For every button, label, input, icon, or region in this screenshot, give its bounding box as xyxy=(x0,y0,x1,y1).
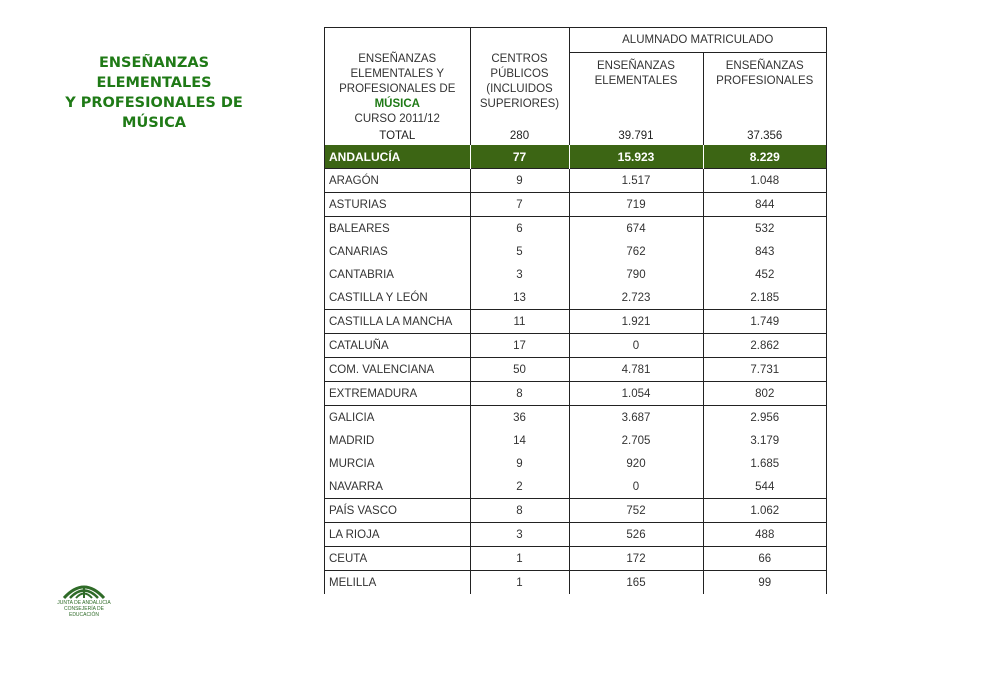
title-line-2: Y PROFESIONALES DE xyxy=(65,95,243,111)
table-row xyxy=(325,452,826,475)
table-row xyxy=(325,499,826,523)
cell-elementales: 0 xyxy=(569,334,703,358)
table-row xyxy=(325,286,826,310)
cell-region: MELILLA xyxy=(325,571,470,595)
cell-centros: 13 xyxy=(470,286,569,310)
page-title xyxy=(40,53,268,133)
highlight-row xyxy=(325,145,826,169)
cell-centros: 9 xyxy=(470,169,569,193)
cell-profesionales: 544 xyxy=(755,480,775,493)
table-row xyxy=(325,193,826,217)
header-profesionales: ENSEÑANZAS PROFESIONALES xyxy=(716,60,814,87)
cell-centros: 3 xyxy=(470,523,569,547)
cell-centros: 14 xyxy=(470,429,569,452)
cell-profesionales: 802 xyxy=(703,382,826,406)
cell-centros: 36 xyxy=(470,406,569,430)
highlight-centros: 77 xyxy=(470,145,569,169)
cell-elementales: 165 xyxy=(569,571,703,595)
cell-elementales: 762 xyxy=(569,240,703,263)
header-region: ENSEÑANZAS ELEMENTALES Y PROFESIONALES DE MÚSICA CURSO 2011/12 xyxy=(325,28,470,127)
cell-centros: 6 xyxy=(470,217,569,241)
highlight-profesionales: 8.229 xyxy=(703,145,826,169)
cell-profesionales: 488 xyxy=(703,523,826,547)
cell-region: MADRID xyxy=(325,429,470,452)
cell-region: CEUTA xyxy=(325,547,470,571)
total-elementales: 39.791 xyxy=(569,127,703,145)
highlight-label: ANDALUCÍA xyxy=(325,145,470,169)
table-row xyxy=(325,240,826,263)
cell-profesionales: 532 xyxy=(703,217,826,241)
cell-region: MURCIA xyxy=(325,452,470,475)
cell-region: GALICIA xyxy=(325,406,470,430)
title-line-3: MÚSICA xyxy=(122,115,186,131)
highlight-elementales: 15.923 xyxy=(569,145,703,169)
table-row xyxy=(325,523,826,547)
cell-centros: 7 xyxy=(470,193,569,217)
cell-profesionales: 1.749 xyxy=(703,310,826,334)
cell-profesionales: 7.731 xyxy=(703,358,826,382)
cell-elementales: 1.054 xyxy=(569,382,703,406)
header-elementales: ENSEÑANZAS ELEMENTALES xyxy=(569,53,703,128)
table-row xyxy=(325,547,826,571)
cell-centros: 3 xyxy=(470,263,569,286)
cell-elementales: 3.687 xyxy=(569,406,703,430)
cell-elementales: 790 xyxy=(569,263,703,286)
logo-text: JUNTA DE ANDALUCIA CONSEJERÍA DE EDUCACIÓN xyxy=(57,600,111,618)
cell-region: CASTILLA LA MANCHA xyxy=(325,310,470,334)
cell-profesionales: 66 xyxy=(703,547,826,571)
cell-centros: 50 xyxy=(470,358,569,382)
cell-elementales: 526 xyxy=(569,523,703,547)
title-line-1: ENSEÑANZAS ELEMENTALES xyxy=(96,55,212,91)
cell-centros: 17 xyxy=(470,334,569,358)
table-row xyxy=(325,169,826,193)
cell-centros: 1 xyxy=(470,547,569,571)
cell-centros: 1 xyxy=(470,571,569,595)
cell-region: EXTREMADURA xyxy=(325,382,470,406)
cell-elementales: 674 xyxy=(569,217,703,241)
cell-profesionales: 1.685 xyxy=(750,457,780,470)
table-row xyxy=(325,263,826,286)
cell-region: ASTURIAS xyxy=(325,193,470,217)
cell-elementales: 4.781 xyxy=(569,358,703,382)
total-centros: 280 xyxy=(470,127,569,145)
cell-profesionales: 2.862 xyxy=(703,334,826,358)
cell-elementales: 920 xyxy=(569,452,703,475)
cell-region: CANTABRIA xyxy=(325,263,470,286)
cell-elementales: 2.723 xyxy=(569,286,703,310)
cell-elementales: 172 xyxy=(569,547,703,571)
cell-profesionales: 844 xyxy=(703,193,826,217)
cell-profesionales: 2.956 xyxy=(703,406,826,430)
table-row xyxy=(325,358,826,382)
cell-elementales: 719 xyxy=(569,193,703,217)
table-body xyxy=(325,169,826,595)
cell-centros: 2 xyxy=(470,475,569,499)
cell-region: CASTILLA Y LEÓN xyxy=(325,286,470,310)
cell-region: CATALUÑA xyxy=(325,334,470,358)
table-row xyxy=(325,429,826,452)
table-row xyxy=(325,310,826,334)
cell-elementales: 752 xyxy=(569,499,703,523)
cell-profesionales: 3.179 xyxy=(750,434,780,447)
cell-elementales: 2.705 xyxy=(569,429,703,452)
music-schools-table xyxy=(324,27,827,594)
cell-region: LA RIOJA xyxy=(325,523,470,547)
cell-region: NAVARRA xyxy=(325,475,470,499)
header-alumnado: ALUMNADO MATRICULADO xyxy=(569,28,826,53)
cell-region: COM. VALENCIANA xyxy=(325,358,470,382)
header-centros: CENTROS PÚBLICOS (INCLUIDOS SUPERIORES) xyxy=(470,28,569,127)
cell-elementales: 1.517 xyxy=(569,169,703,193)
arches-logo-icon xyxy=(58,574,110,600)
table-row xyxy=(325,571,826,595)
total-profesionales: 37.356 xyxy=(747,130,783,142)
cell-profesionales: 452 xyxy=(755,268,775,281)
cell-region: ARAGÓN xyxy=(325,169,470,193)
cell-profesionales: 1.048 xyxy=(703,169,826,193)
cell-centros: 5 xyxy=(470,240,569,263)
cell-profesionales: 843 xyxy=(755,245,775,258)
total-label: TOTAL xyxy=(325,127,470,145)
cell-profesionales: 1.062 xyxy=(703,499,826,523)
cell-centros: 9 xyxy=(470,452,569,475)
cell-profesionales: 2.185 xyxy=(750,291,780,304)
cell-elementales: 0 xyxy=(569,475,703,499)
cell-region: PAÍS VASCO xyxy=(325,499,470,523)
table-row xyxy=(325,475,826,499)
cell-centros: 8 xyxy=(470,382,569,406)
cell-profesionales: 99 xyxy=(703,571,826,595)
table-row xyxy=(325,406,826,430)
cell-centros: 11 xyxy=(470,310,569,334)
table-row xyxy=(325,382,826,406)
cell-elementales: 1.921 xyxy=(569,310,703,334)
total-row xyxy=(325,127,826,145)
table-row xyxy=(325,217,826,241)
cell-centros: 8 xyxy=(470,499,569,523)
table-row xyxy=(325,334,826,358)
cell-region: BALEARES xyxy=(325,217,470,241)
cell-region: CANARIAS xyxy=(325,240,470,263)
